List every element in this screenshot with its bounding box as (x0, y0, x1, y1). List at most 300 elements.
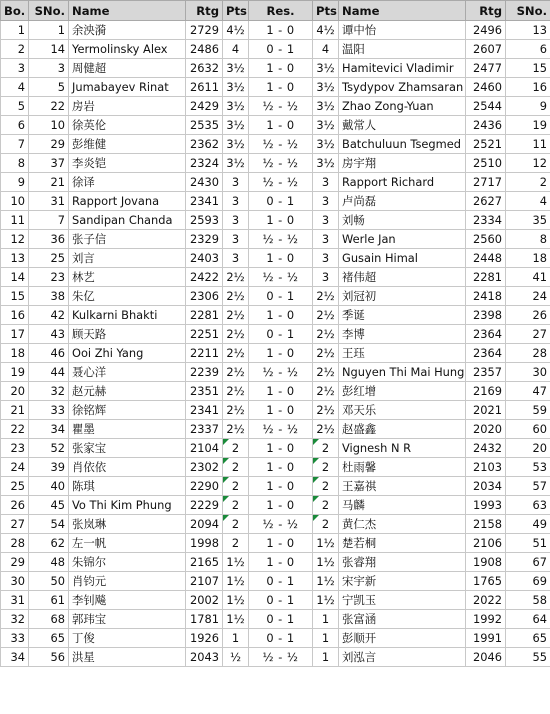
cell-sno-black: 35 (506, 211, 550, 230)
cell-board-number: 11 (1, 211, 29, 230)
cell-result: 0 - 1 (249, 572, 313, 591)
cell-rating-black: 1991 (466, 629, 506, 648)
header-sno-white: SNo. (29, 1, 69, 21)
cell-name-black: Nguyen Thi Mai Hung (339, 363, 466, 382)
cell-rating-white: 2211 (186, 344, 223, 363)
cell-sno-white: 40 (29, 477, 69, 496)
cell-board-number: 33 (1, 629, 29, 648)
table-row (1, 325, 550, 344)
cell-rating-white: 2422 (186, 268, 223, 287)
cell-points-black: 3 (313, 230, 339, 249)
cell-name-white: Vo Thi Kim Phung (69, 496, 186, 515)
cell-result: 0 - 1 (249, 287, 313, 306)
cell-board-number: 7 (1, 135, 29, 154)
cell-points-black: 2 (313, 515, 339, 534)
cell-points-white: 3 (223, 173, 249, 192)
cell-name-white: 张家宝 (69, 439, 186, 458)
cell-points-white: 2 (223, 496, 249, 515)
cell-sno-black: 53 (506, 458, 550, 477)
table-row (1, 230, 550, 249)
table-row (1, 534, 550, 553)
cell-name-black: 温阳 (339, 40, 466, 59)
cell-rating-white: 2632 (186, 59, 223, 78)
header-name-white: Name (69, 1, 186, 21)
cell-board-number: 27 (1, 515, 29, 534)
cell-result: 1 - 0 (249, 382, 313, 401)
cell-rating-white: 2251 (186, 325, 223, 344)
cell-points-black: 2½ (313, 306, 339, 325)
cell-points-white: 3 (223, 192, 249, 211)
cell-board-number: 6 (1, 116, 29, 135)
cell-name-white: 左一帆 (69, 534, 186, 553)
cell-name-white: 彭维健 (69, 135, 186, 154)
cell-rating-white: 1998 (186, 534, 223, 553)
table-row (1, 135, 550, 154)
cell-points-white: 2½ (223, 401, 249, 420)
header-rating-white: Rtg (186, 1, 223, 21)
cell-points-white: 2 (223, 477, 249, 496)
cell-points-black: 2½ (313, 401, 339, 420)
cell-rating-black: 2510 (466, 154, 506, 173)
cell-result: 1 - 0 (249, 59, 313, 78)
table-row (1, 401, 550, 420)
cell-rating-black: 2496 (466, 21, 506, 40)
cell-sno-white: 14 (29, 40, 69, 59)
cell-points-white: 3½ (223, 135, 249, 154)
table-row (1, 21, 550, 40)
header-result: Res. (249, 1, 313, 21)
cell-sno-black: 6 (506, 40, 550, 59)
cell-board-number: 8 (1, 154, 29, 173)
cell-rating-black: 2021 (466, 401, 506, 420)
cell-points-white: 2 (223, 458, 249, 477)
cell-board-number: 5 (1, 97, 29, 116)
cell-points-black: 3½ (313, 154, 339, 173)
cell-points-white: 2 (223, 515, 249, 534)
cell-name-white: 肖依依 (69, 458, 186, 477)
cell-sno-black: 30 (506, 363, 550, 382)
cell-rating-black: 2034 (466, 477, 506, 496)
cell-points-black: 1½ (313, 534, 339, 553)
cell-points-black: 1 (313, 629, 339, 648)
cell-sno-white: 56 (29, 648, 69, 667)
cell-points-black: 3½ (313, 135, 339, 154)
cell-result: ½ - ½ (249, 648, 313, 667)
table-row (1, 211, 550, 230)
cell-sno-black: 28 (506, 344, 550, 363)
header-row (1, 1, 550, 21)
table-row (1, 477, 550, 496)
cell-name-black: 李博 (339, 325, 466, 344)
cell-board-number: 13 (1, 249, 29, 268)
cell-name-white: 徐译 (69, 173, 186, 192)
table-row (1, 116, 550, 135)
cell-rating-black: 2364 (466, 344, 506, 363)
table-row (1, 154, 550, 173)
cell-points-black: 1 (313, 610, 339, 629)
cell-name-black: 季诞 (339, 306, 466, 325)
cell-name-white: 张岚琳 (69, 515, 186, 534)
cell-name-black: 彭顺开 (339, 629, 466, 648)
table-row (1, 97, 550, 116)
cell-sno-black: 18 (506, 249, 550, 268)
cell-points-black: 4 (313, 40, 339, 59)
cell-board-number: 21 (1, 401, 29, 420)
table-row (1, 610, 550, 629)
cell-name-black: 刘冠初 (339, 287, 466, 306)
cell-result: 1 - 0 (249, 249, 313, 268)
cell-board-number: 28 (1, 534, 29, 553)
cell-name-black: 房宇翔 (339, 154, 466, 173)
cell-board-number: 12 (1, 230, 29, 249)
cell-sno-black: 24 (506, 287, 550, 306)
cell-points-white: 2 (223, 439, 249, 458)
cell-sno-white: 42 (29, 306, 69, 325)
cell-name-white: 刘言 (69, 249, 186, 268)
cell-result: ½ - ½ (249, 97, 313, 116)
cell-name-black: 谭中怡 (339, 21, 466, 40)
cell-result: ½ - ½ (249, 268, 313, 287)
cell-board-number: 26 (1, 496, 29, 515)
cell-name-black: Rapport Richard (339, 173, 466, 192)
cell-points-black: 2½ (313, 363, 339, 382)
cell-sno-white: 61 (29, 591, 69, 610)
cell-sno-black: 8 (506, 230, 550, 249)
cell-points-white: 4½ (223, 21, 249, 40)
cell-name-white: 陈琪 (69, 477, 186, 496)
cell-rating-black: 1908 (466, 553, 506, 572)
cell-points-white: ½ (223, 648, 249, 667)
cell-points-white: 1½ (223, 591, 249, 610)
cell-rating-white: 2430 (186, 173, 223, 192)
cell-rating-white: 2107 (186, 572, 223, 591)
cell-points-black: 2 (313, 477, 339, 496)
cell-points-white: 4 (223, 40, 249, 59)
cell-sno-black: 60 (506, 420, 550, 439)
cell-result: 1 - 0 (249, 477, 313, 496)
cell-sno-white: 3 (29, 59, 69, 78)
cell-name-black: Vignesh N R (339, 439, 466, 458)
cell-sno-black: 41 (506, 268, 550, 287)
cell-name-black: 赵盛鑫 (339, 420, 466, 439)
cell-result: 1 - 0 (249, 21, 313, 40)
cell-points-white: 1½ (223, 610, 249, 629)
cell-points-white: 2 (223, 534, 249, 553)
cell-name-white: Kulkarni Bhakti (69, 306, 186, 325)
cell-sno-white: 37 (29, 154, 69, 173)
cell-board-number: 31 (1, 591, 29, 610)
cell-board-number: 34 (1, 648, 29, 667)
cell-board-number: 15 (1, 287, 29, 306)
cell-rating-white: 2362 (186, 135, 223, 154)
cell-name-black: Hamitevici Vladimir (339, 59, 466, 78)
cell-sno-white: 7 (29, 211, 69, 230)
cell-rating-black: 2281 (466, 268, 506, 287)
cell-rating-black: 2398 (466, 306, 506, 325)
cell-name-black: 王珏 (339, 344, 466, 363)
cell-name-black: 宁凯玉 (339, 591, 466, 610)
cell-sno-white: 23 (29, 268, 69, 287)
table-row (1, 420, 550, 439)
cell-result: 1 - 0 (249, 496, 313, 515)
cell-points-white: 2½ (223, 420, 249, 439)
cell-sno-white: 68 (29, 610, 69, 629)
cell-sno-black: 15 (506, 59, 550, 78)
cell-sno-black: 47 (506, 382, 550, 401)
table-row (1, 496, 550, 515)
cell-result: 0 - 1 (249, 325, 313, 344)
cell-rating-white: 2729 (186, 21, 223, 40)
cell-sno-black: 13 (506, 21, 550, 40)
cell-result: 0 - 1 (249, 591, 313, 610)
cell-sno-white: 1 (29, 21, 69, 40)
cell-board-number: 18 (1, 344, 29, 363)
cell-result: 1 - 0 (249, 78, 313, 97)
cell-sno-white: 45 (29, 496, 69, 515)
cell-sno-white: 29 (29, 135, 69, 154)
cell-name-white: 林艺 (69, 268, 186, 287)
cell-name-white: 丁俊 (69, 629, 186, 648)
table-row (1, 553, 550, 572)
cell-name-white: 徐铭辉 (69, 401, 186, 420)
cell-sno-white: 5 (29, 78, 69, 97)
cell-rating-black: 2448 (466, 249, 506, 268)
cell-name-white: 赵元赫 (69, 382, 186, 401)
cell-rating-white: 2341 (186, 192, 223, 211)
cell-sno-white: 38 (29, 287, 69, 306)
cell-points-black: 2 (313, 458, 339, 477)
cell-rating-white: 2002 (186, 591, 223, 610)
cell-sno-black: 64 (506, 610, 550, 629)
cell-sno-white: 39 (29, 458, 69, 477)
cell-name-white: 聂心洋 (69, 363, 186, 382)
cell-name-black: 黄仁杰 (339, 515, 466, 534)
cell-rating-white: 2104 (186, 439, 223, 458)
cell-rating-black: 2020 (466, 420, 506, 439)
cell-result: ½ - ½ (249, 420, 313, 439)
cell-sno-black: 4 (506, 192, 550, 211)
header-points-black: Pts (313, 1, 339, 21)
cell-name-black: Werle Jan (339, 230, 466, 249)
cell-points-black: 2½ (313, 420, 339, 439)
cell-result: 0 - 1 (249, 192, 313, 211)
table-row (1, 629, 550, 648)
cell-rating-white: 2302 (186, 458, 223, 477)
cell-board-number: 22 (1, 420, 29, 439)
cell-name-black: 马麟 (339, 496, 466, 515)
cell-result: 1 - 0 (249, 211, 313, 230)
table-row (1, 648, 550, 667)
cell-points-white: 1½ (223, 572, 249, 591)
cell-sno-black: 12 (506, 154, 550, 173)
table-row (1, 173, 550, 192)
cell-rating-white: 2403 (186, 249, 223, 268)
cell-rating-black: 2046 (466, 648, 506, 667)
cell-rating-black: 2169 (466, 382, 506, 401)
cell-name-white: 房岩 (69, 97, 186, 116)
header-rating-black: Rtg (466, 1, 506, 21)
cell-sno-black: 11 (506, 135, 550, 154)
cell-sno-white: 54 (29, 515, 69, 534)
cell-rating-black: 2627 (466, 192, 506, 211)
table-row (1, 439, 550, 458)
cell-rating-black: 2717 (466, 173, 506, 192)
cell-points-white: 2½ (223, 382, 249, 401)
cell-rating-black: 2106 (466, 534, 506, 553)
cell-sno-black: 27 (506, 325, 550, 344)
cell-rating-white: 2165 (186, 553, 223, 572)
cell-sno-black: 65 (506, 629, 550, 648)
cell-name-black: 张富涵 (339, 610, 466, 629)
cell-result: ½ - ½ (249, 363, 313, 382)
cell-sno-black: 2 (506, 173, 550, 192)
cell-points-black: 3½ (313, 59, 339, 78)
cell-points-black: 3½ (313, 97, 339, 116)
cell-rating-white: 2329 (186, 230, 223, 249)
cell-sno-black: 16 (506, 78, 550, 97)
cell-name-black: 卢尚磊 (339, 192, 466, 211)
cell-board-number: 20 (1, 382, 29, 401)
cell-name-black: 褚伟超 (339, 268, 466, 287)
cell-result: ½ - ½ (249, 173, 313, 192)
cell-sno-white: 43 (29, 325, 69, 344)
cell-rating-black: 1992 (466, 610, 506, 629)
cell-sno-black: 57 (506, 477, 550, 496)
cell-rating-white: 1781 (186, 610, 223, 629)
cell-points-black: 3½ (313, 78, 339, 97)
cell-name-white: 徐英伦 (69, 116, 186, 135)
cell-name-white: Jumabayev Rinat (69, 78, 186, 97)
cell-result: 0 - 1 (249, 610, 313, 629)
cell-rating-black: 1993 (466, 496, 506, 515)
cell-result: 0 - 1 (249, 40, 313, 59)
header-points-white: Pts (223, 1, 249, 21)
cell-result: ½ - ½ (249, 230, 313, 249)
cell-points-black: 2½ (313, 344, 339, 363)
cell-sno-white: 62 (29, 534, 69, 553)
cell-rating-white: 2535 (186, 116, 223, 135)
cell-points-black: 2 (313, 496, 339, 515)
cell-board-number: 19 (1, 363, 29, 382)
cell-name-white: 朱锦尔 (69, 553, 186, 572)
cell-result: 1 - 0 (249, 534, 313, 553)
table-row (1, 306, 550, 325)
cell-points-white: 2½ (223, 363, 249, 382)
table-row (1, 344, 550, 363)
cell-rating-white: 2324 (186, 154, 223, 173)
table-row (1, 382, 550, 401)
cell-name-white: Rapport Jovana (69, 192, 186, 211)
cell-points-black: 4½ (313, 21, 339, 40)
cell-points-white: 3½ (223, 59, 249, 78)
cell-name-white: 瞿墨 (69, 420, 186, 439)
cell-name-black: 张睿翔 (339, 553, 466, 572)
cell-board-number: 4 (1, 78, 29, 97)
table-row (1, 515, 550, 534)
cell-points-black: 1½ (313, 553, 339, 572)
cell-sno-white: 44 (29, 363, 69, 382)
cell-result: 1 - 0 (249, 401, 313, 420)
cell-name-black: 王嘉祺 (339, 477, 466, 496)
cell-rating-black: 2607 (466, 40, 506, 59)
cell-sno-white: 36 (29, 230, 69, 249)
cell-sno-white: 65 (29, 629, 69, 648)
cell-points-black: 3 (313, 192, 339, 211)
cell-rating-white: 2239 (186, 363, 223, 382)
header-sno-black: SNo. (506, 1, 550, 21)
cell-points-white: 1½ (223, 553, 249, 572)
cell-rating-black: 2158 (466, 515, 506, 534)
cell-sno-white: 34 (29, 420, 69, 439)
cell-name-black: 楚若桐 (339, 534, 466, 553)
cell-name-white: 张子信 (69, 230, 186, 249)
cell-sno-black: 59 (506, 401, 550, 420)
cell-sno-black: 51 (506, 534, 550, 553)
cell-rating-white: 2306 (186, 287, 223, 306)
cell-points-black: 2½ (313, 325, 339, 344)
cell-points-white: 3 (223, 211, 249, 230)
cell-board-number: 32 (1, 610, 29, 629)
cell-rating-black: 2560 (466, 230, 506, 249)
cell-result: 1 - 0 (249, 439, 313, 458)
cell-sno-white: 10 (29, 116, 69, 135)
cell-name-black: 宋宇新 (339, 572, 466, 591)
cell-name-white: 余泱漪 (69, 21, 186, 40)
cell-rating-black: 2544 (466, 97, 506, 116)
cell-name-black: Batchuluun Tsegmed (339, 135, 466, 154)
cell-rating-black: 2022 (466, 591, 506, 610)
cell-name-white: 郭玮宝 (69, 610, 186, 629)
cell-sno-white: 22 (29, 97, 69, 116)
cell-points-white: 3½ (223, 154, 249, 173)
cell-board-number: 25 (1, 477, 29, 496)
cell-name-white: 李钊飚 (69, 591, 186, 610)
cell-name-white: 顾天路 (69, 325, 186, 344)
cell-points-black: 3 (313, 211, 339, 230)
cell-result: 0 - 1 (249, 629, 313, 648)
cell-sno-white: 21 (29, 173, 69, 192)
cell-result: ½ - ½ (249, 135, 313, 154)
cell-points-white: 3 (223, 249, 249, 268)
cell-points-black: 2 (313, 439, 339, 458)
cell-points-white: 3 (223, 230, 249, 249)
cell-points-black: 2½ (313, 287, 339, 306)
cell-name-black: 邓天乐 (339, 401, 466, 420)
cell-points-white: 1 (223, 629, 249, 648)
cell-name-white: 李炎铠 (69, 154, 186, 173)
table-row (1, 363, 550, 382)
cell-name-black: 杜雨馨 (339, 458, 466, 477)
cell-board-number: 2 (1, 40, 29, 59)
cell-board-number: 9 (1, 173, 29, 192)
cell-sno-white: 48 (29, 553, 69, 572)
cell-points-black: 3 (313, 268, 339, 287)
cell-points-white: 3½ (223, 97, 249, 116)
cell-board-number: 10 (1, 192, 29, 211)
cell-name-black: 彭红增 (339, 382, 466, 401)
cell-board-number: 30 (1, 572, 29, 591)
cell-name-white: Yermolinsky Alex (69, 40, 186, 59)
cell-board-number: 17 (1, 325, 29, 344)
cell-rating-white: 2290 (186, 477, 223, 496)
cell-rating-white: 2043 (186, 648, 223, 667)
cell-board-number: 1 (1, 21, 29, 40)
cell-sno-black: 19 (506, 116, 550, 135)
cell-sno-black: 9 (506, 97, 550, 116)
cell-sno-black: 58 (506, 591, 550, 610)
cell-points-white: 3½ (223, 78, 249, 97)
cell-name-black: Zhao Zong-Yuan (339, 97, 466, 116)
